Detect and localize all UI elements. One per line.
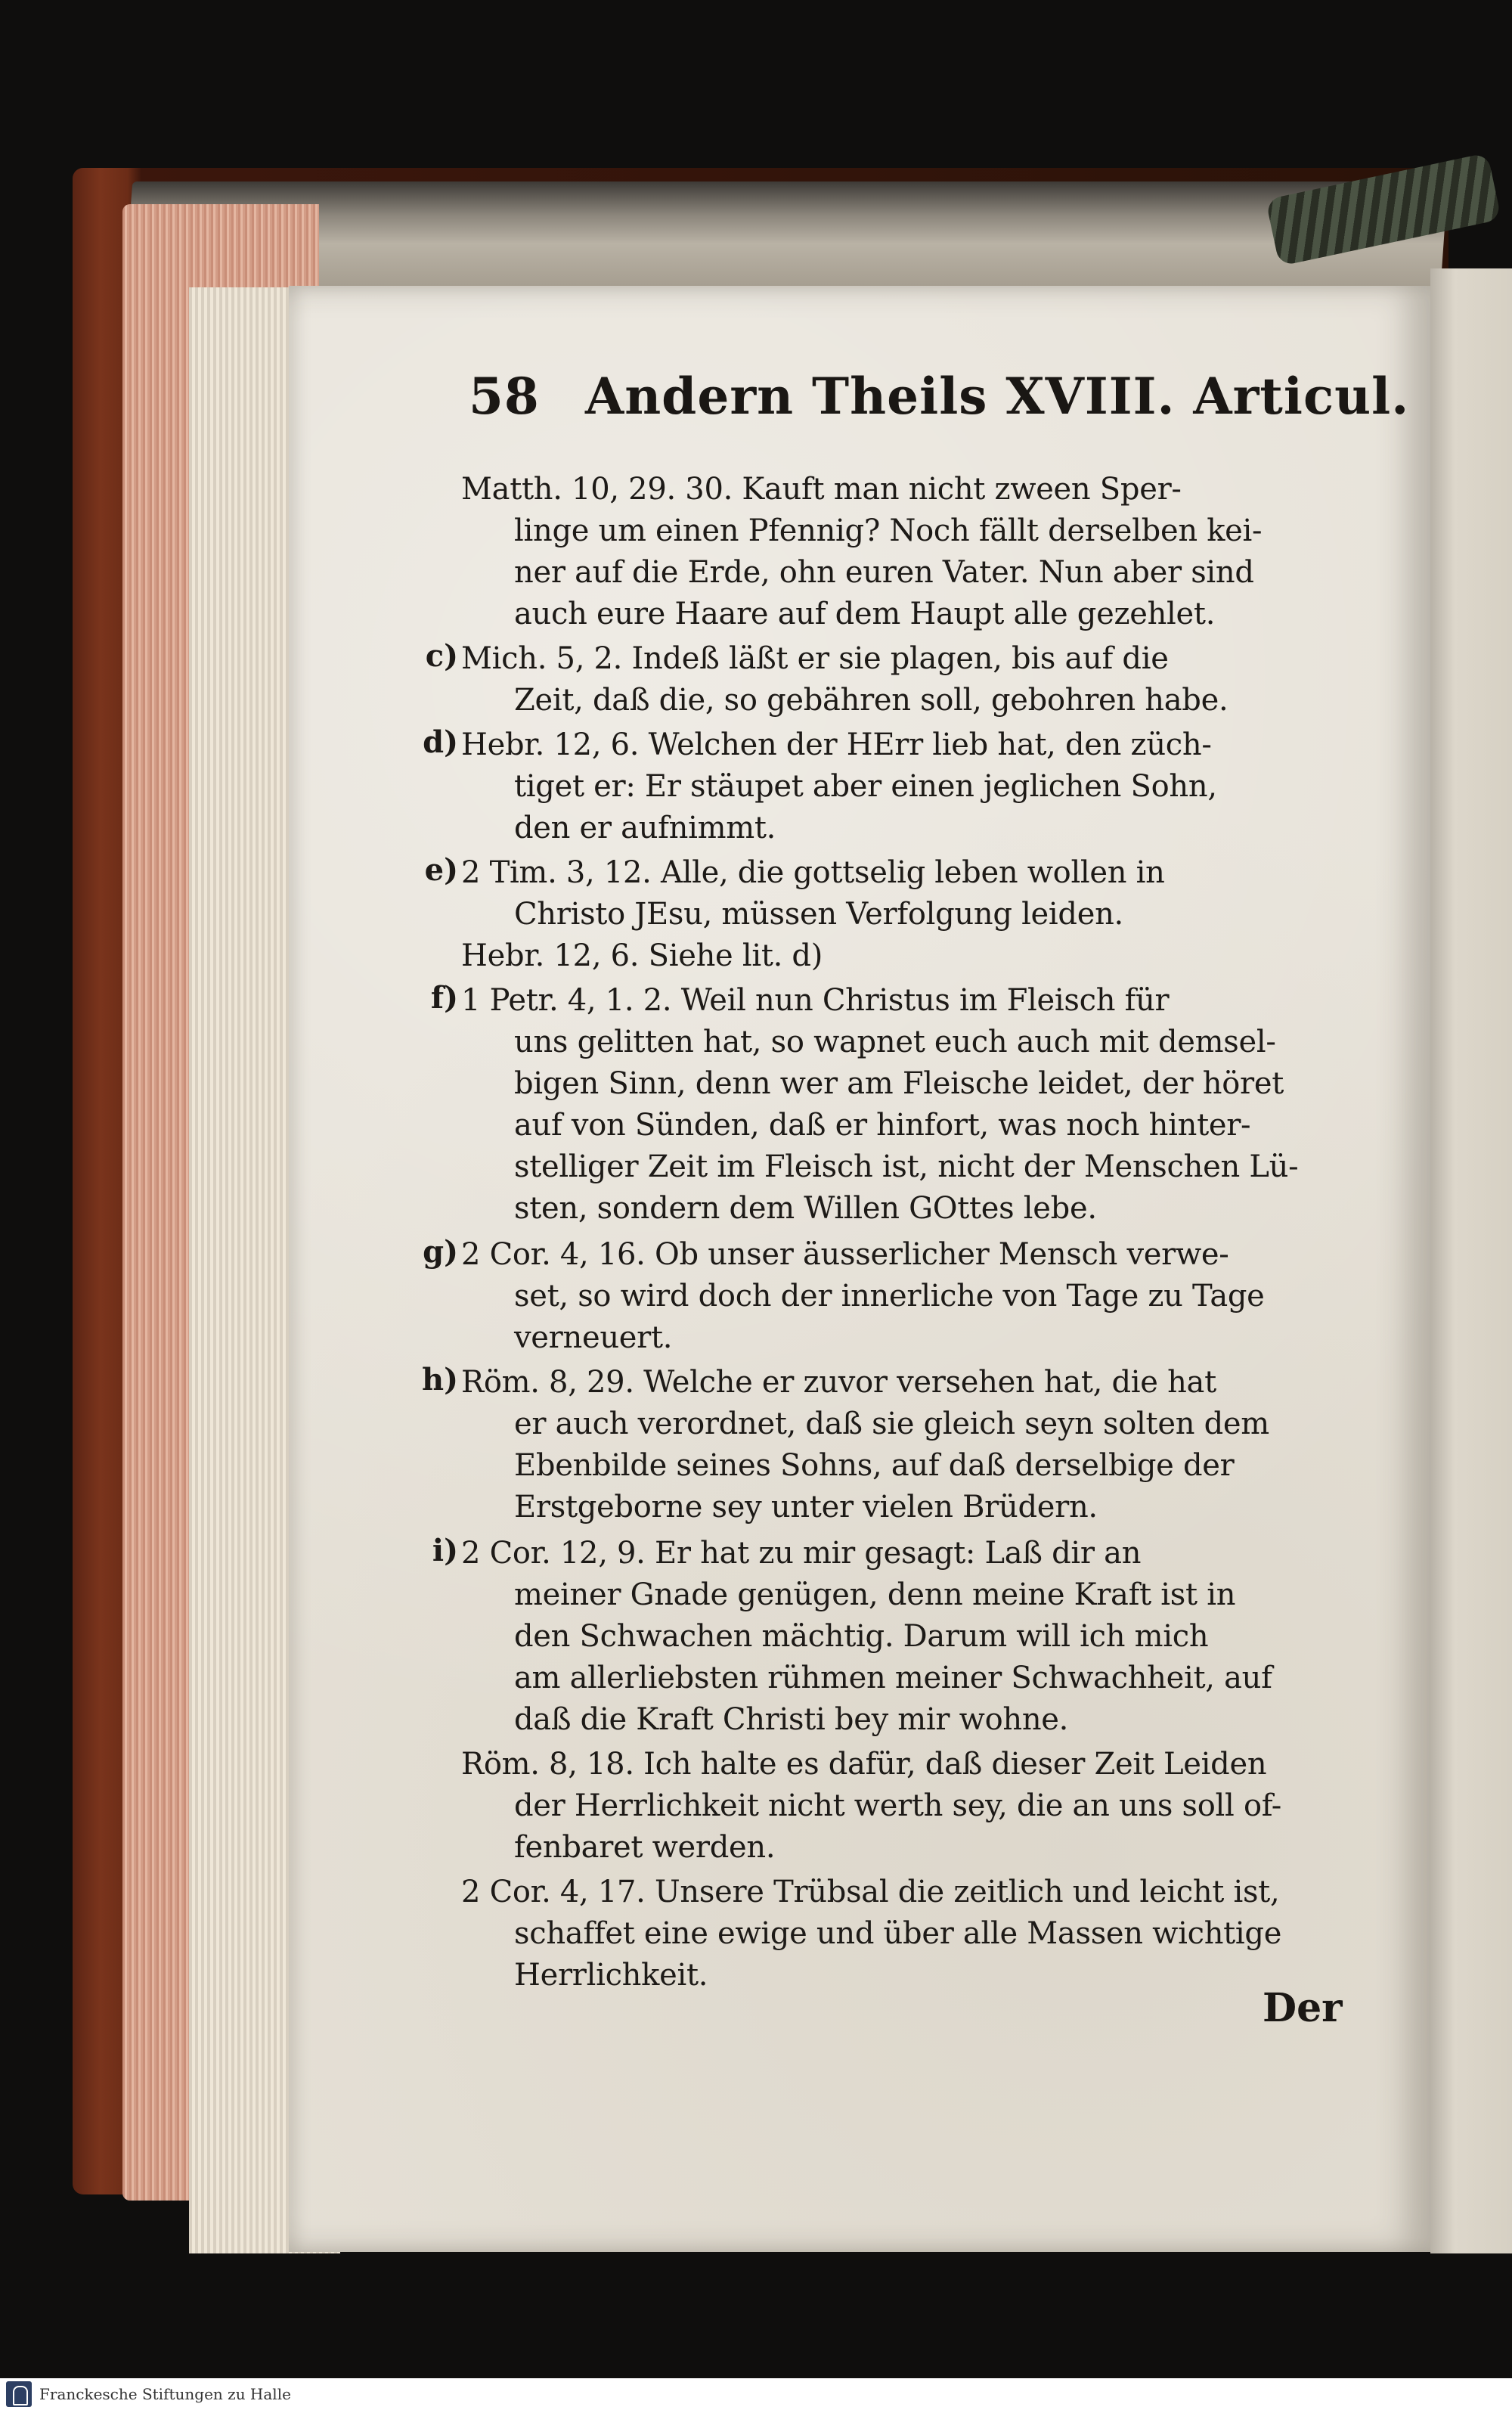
text-line: 2 Cor. 4, 17. Unsere Trübsal die zeitlich und leicht ist, [461, 1875, 1280, 1909]
footnote-marker: h) [421, 1362, 458, 1397]
text-line: 2 Cor. 4, 16. Ob unser äusserlicher Mensch verwe- [461, 1237, 1229, 1272]
footnote-marker: c) [425, 638, 458, 674]
text-line: Mich. 5, 2. Indeß läßt er sie plagen, bis auf die [461, 641, 1169, 676]
text-line: set, so wird doch der innerliche von Tage zu Tage [514, 1279, 1265, 1314]
text-line: Hebr. 12, 6. Welchen der HErr lieb hat, den züch- [461, 727, 1212, 762]
catchword: Der [1263, 1985, 1343, 2031]
text-line: Röm. 8, 18. Ich halte es dafür, daß dieser Zeit Leiden [461, 1747, 1267, 1782]
text-line: stelliger Zeit im Fleisch ist, nicht der Menschen Lü- [514, 1149, 1299, 1184]
running-head [469, 367, 1410, 442]
footnote-entry [424, 852, 1353, 935]
text-line: ner auf die Erde, ohn euren Vater. Nun aber sind [514, 555, 1254, 590]
footnote-marker: g) [423, 1234, 458, 1270]
facing-page-edge [1430, 268, 1512, 2253]
text-line: Erstgeborne sey unter vielen Brüdern. [514, 1490, 1098, 1524]
footnote-entry [461, 1744, 1353, 1869]
text-line: 1 Petr. 4, 1. 2. Weil nun Christus im Fleisch für [461, 983, 1170, 1018]
text-line: sten, sondern dem Willen GOttes lebe. [514, 1191, 1097, 1226]
footnote-entry [423, 724, 1353, 849]
text-line: linge um einen Pfennig? Noch fällt derselben kei- [514, 513, 1263, 548]
text-line: Christo JEsu, müssen Verfolgung leiden. [514, 897, 1123, 932]
text-line: am allerliebsten rühmen meiner Schwachheit, auf [514, 1661, 1272, 1695]
page-block-top-edge [125, 181, 1448, 295]
text-line: verneuert. [514, 1320, 673, 1355]
text-line: Ebenbilde seines Sohns, auf daß derselbige der [514, 1448, 1235, 1483]
text-line: schaffet eine ewige und über alle Massen wichtige [514, 1916, 1282, 1951]
text-line: daß die Kraft Christi bey mir wohne. [514, 1702, 1069, 1737]
footnote-marker: d) [423, 724, 458, 760]
footnote-marker: e) [424, 852, 458, 888]
text-line: fenbaret werden. [514, 1830, 776, 1865]
text-line: er auch verordnet, daß sie gleich seyn solten dem [514, 1407, 1269, 1441]
running-title: Andern Theils XVIII. Articul. [584, 367, 1410, 426]
text-line: auf von Sünden, daß er hinfort, was noch hinter- [514, 1108, 1251, 1143]
text-line: 2 Cor. 12, 9. Er hat zu mir gesagt: Laß dir an [461, 1536, 1142, 1571]
footnote-entry [461, 1872, 1353, 1996]
text-line: den Schwachen mächtig. Darum will ich mich [514, 1619, 1209, 1654]
text-line: der Herrlichkeit nicht werth sey, die an uns soll of- [514, 1788, 1282, 1823]
footnote-entry [423, 1234, 1353, 1359]
footnote-entry [425, 638, 1353, 721]
footnote-entry [432, 1533, 1353, 1741]
text-line: Matth. 10, 29. 30. Kauft man nicht zween Sper- [461, 472, 1182, 507]
institution-name: Franckesche Stiftungen zu Halle [39, 2385, 291, 2403]
text-line: auch eure Haare auf dem Haupt alle gezehlet. [514, 597, 1216, 631]
footnote-entry [461, 469, 1353, 635]
text-line: tiget er: Er stäupet aber einen jeglichen Sohn, [514, 769, 1217, 804]
footnote-marker: f) [430, 980, 458, 1016]
library-footer [0, 2378, 1512, 2410]
text-line: meiner Gnade genügen, denn meine Kraft ist in [514, 1577, 1236, 1612]
text-line: 2 Tim. 3, 12. Alle, die gottselig leben wollen in [461, 855, 1165, 890]
text-line: Röm. 8, 29. Welche er zuvor versehen hat, die hat [461, 1365, 1216, 1400]
footnote-entry [421, 1362, 1353, 1528]
footnote-entry [430, 980, 1353, 1230]
page-number: 58 [469, 367, 540, 426]
library-logo-icon [6, 2381, 32, 2407]
footnote-entry [461, 935, 1353, 977]
text-line: Hebr. 12, 6. Siehe lit. d) [461, 938, 823, 973]
text-line: bigen Sinn, denn wer am Fleische leidet, der höret [514, 1066, 1284, 1101]
text-line: Zeit, daß die, so gebähren soll, gebohren habe. [514, 683, 1228, 718]
text-line: den er aufnimmt. [514, 811, 776, 845]
footnote-marker: i) [432, 1533, 458, 1568]
text-line: Herrlichkeit. [514, 1958, 708, 1993]
text-line: uns gelitten hat, so wapnet euch auch mit demsel- [514, 1025, 1276, 1059]
